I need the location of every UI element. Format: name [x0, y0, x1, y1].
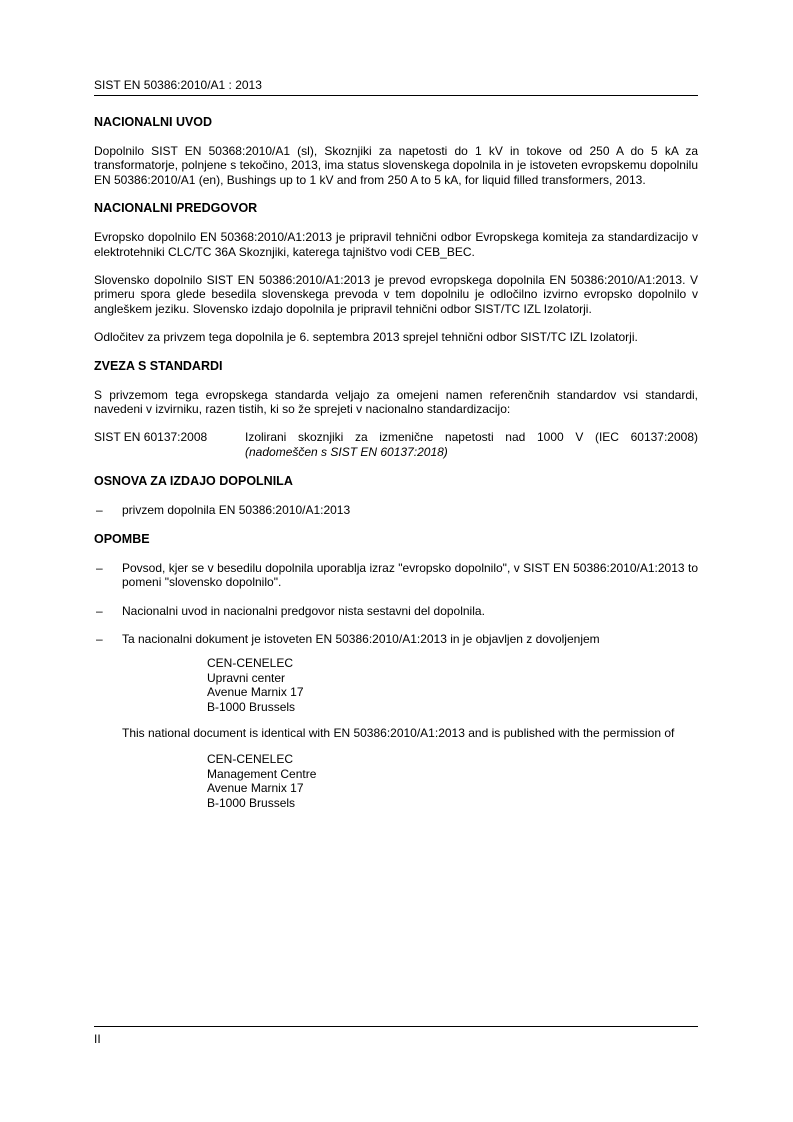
- address-line: CEN-CENELEC: [207, 752, 294, 767]
- paragraph-predgovor-2: Slovensko dopolnilo SIST EN 50386:2010/A1:2013 je prevod evropskega dopolnila EN 50386:2010/A1:2013. V primeru spora glede besedila slovenskega prevoda v tem dopolnilu je odločilno izvirno evropsko dopolnilo v angleškem jeziku. Slovensko izdajo dopolnila je pripravil tehnični odbor SIST/TC IZL Izolatorji.: [94, 273, 698, 316]
- osnova-list: [94, 503, 698, 517]
- heading-nacionalni-uvod: NACIONALNI UVOD: [94, 115, 213, 129]
- paragraph-nacionalni-uvod: Dopolnilo SIST EN 50368:2010/A1 (sl), Skoznjiki za napetosti do 1 kV in tokove od 250 A do 5 kA za transformatorje, polnjene s tekočino, 2013, ima status slovenskega dopolnila in je istoveten evropskemu dopolnilu EN 50386:2010/A1 (en), Bushings up to 1 kV and from 250 A to 5 kA, for liquid filled transformers, 2013.: [94, 144, 698, 187]
- list-item: – Ta nacionalni dokument je istoveten EN 50386:2010/A1:2013 in je objavljen z dovoljenjem: [94, 632, 698, 646]
- paragraph-predgovor-1: Evropsko dopolnilo EN 50368:2010/A1:2013 je pripravil tehnični odbor Evropskega komiteja za standardizacijo v elektrotehniki CLC/TC 36A Skoznjiki, katerega tajništvo vodi CEB_BEC.: [94, 230, 698, 259]
- address-line: Avenue Marnix 17: [207, 781, 304, 796]
- heading-osnova: OSNOVA ZA IZDAJO DOPOLNILA: [94, 474, 293, 489]
- heading-zveza-s-standardi: ZVEZA S STANDARDI: [94, 358, 223, 373]
- paragraph-zveza: S privzemom tega evropskega standarda veljajo za omejeni namen referenčnih standardov vsi standardi, navedeni v izvirniku, razen tistih, ki so že sprejeti v nacionalno standardizacijo:: [94, 387, 698, 417]
- document-code: SIST EN 50386:2010/A1 : 2013: [94, 78, 262, 92]
- address-line: CEN-CENELEC: [207, 656, 294, 671]
- heading-nacionalni-predgovor: NACIONALNI PREDGOVOR: [94, 201, 258, 216]
- address-line: Upravni center: [207, 670, 286, 685]
- list-item: – privzem dopolnila EN 50386:2010/A1:2013: [94, 503, 698, 517]
- address-line: B-1000 Brussels: [207, 699, 296, 714]
- reference-title: Izolirani skoznjiki za izmenične napetosti nad 1000 V (IEC 60137:2008): [245, 430, 698, 445]
- heading-opombe: OPOMBE: [94, 531, 150, 546]
- reference-code: SIST EN 60137:2008: [94, 430, 208, 445]
- paragraph-english-permission: This national document is identical with EN 50386:2010/A1:2013 and is published with the permission of: [122, 725, 675, 740]
- reference-standard-row: [94, 430, 698, 459]
- page-number: II: [94, 1032, 101, 1046]
- address-line: Management Centre: [207, 766, 317, 781]
- address-line: B-1000 Brussels: [207, 795, 296, 810]
- address-line: Avenue Marnix 17: [207, 685, 304, 700]
- address-english: [207, 752, 698, 810]
- list-item: – Nacionalni uvod in nacionalni predgovor nista sestavni del dopolnila.: [94, 604, 698, 618]
- opombe-details: [94, 656, 698, 810]
- page-footer: [94, 1026, 698, 1046]
- page-header: [94, 78, 698, 96]
- opombe-list: [94, 561, 698, 647]
- list-item: – Povsod, kjer se v besedilu dopolnila uporablja izraz "evropsko dopolnilo", v SIST EN 50386:2010/A1:2013 to pomeni "slovensko dopolnilo".: [94, 561, 698, 590]
- paragraph-predgovor-3: Odločitev za privzem tega dopolnila je 6. septembra 2013 sprejel tehnični odbor SIST/TC IZL Izolatorji.: [94, 330, 638, 345]
- document-body: [94, 115, 698, 822]
- reference-replacement-note: (nadomeščen s SIST EN 60137:2018): [245, 444, 448, 459]
- reference-description: [245, 430, 698, 459]
- address-slovenian: [207, 656, 698, 714]
